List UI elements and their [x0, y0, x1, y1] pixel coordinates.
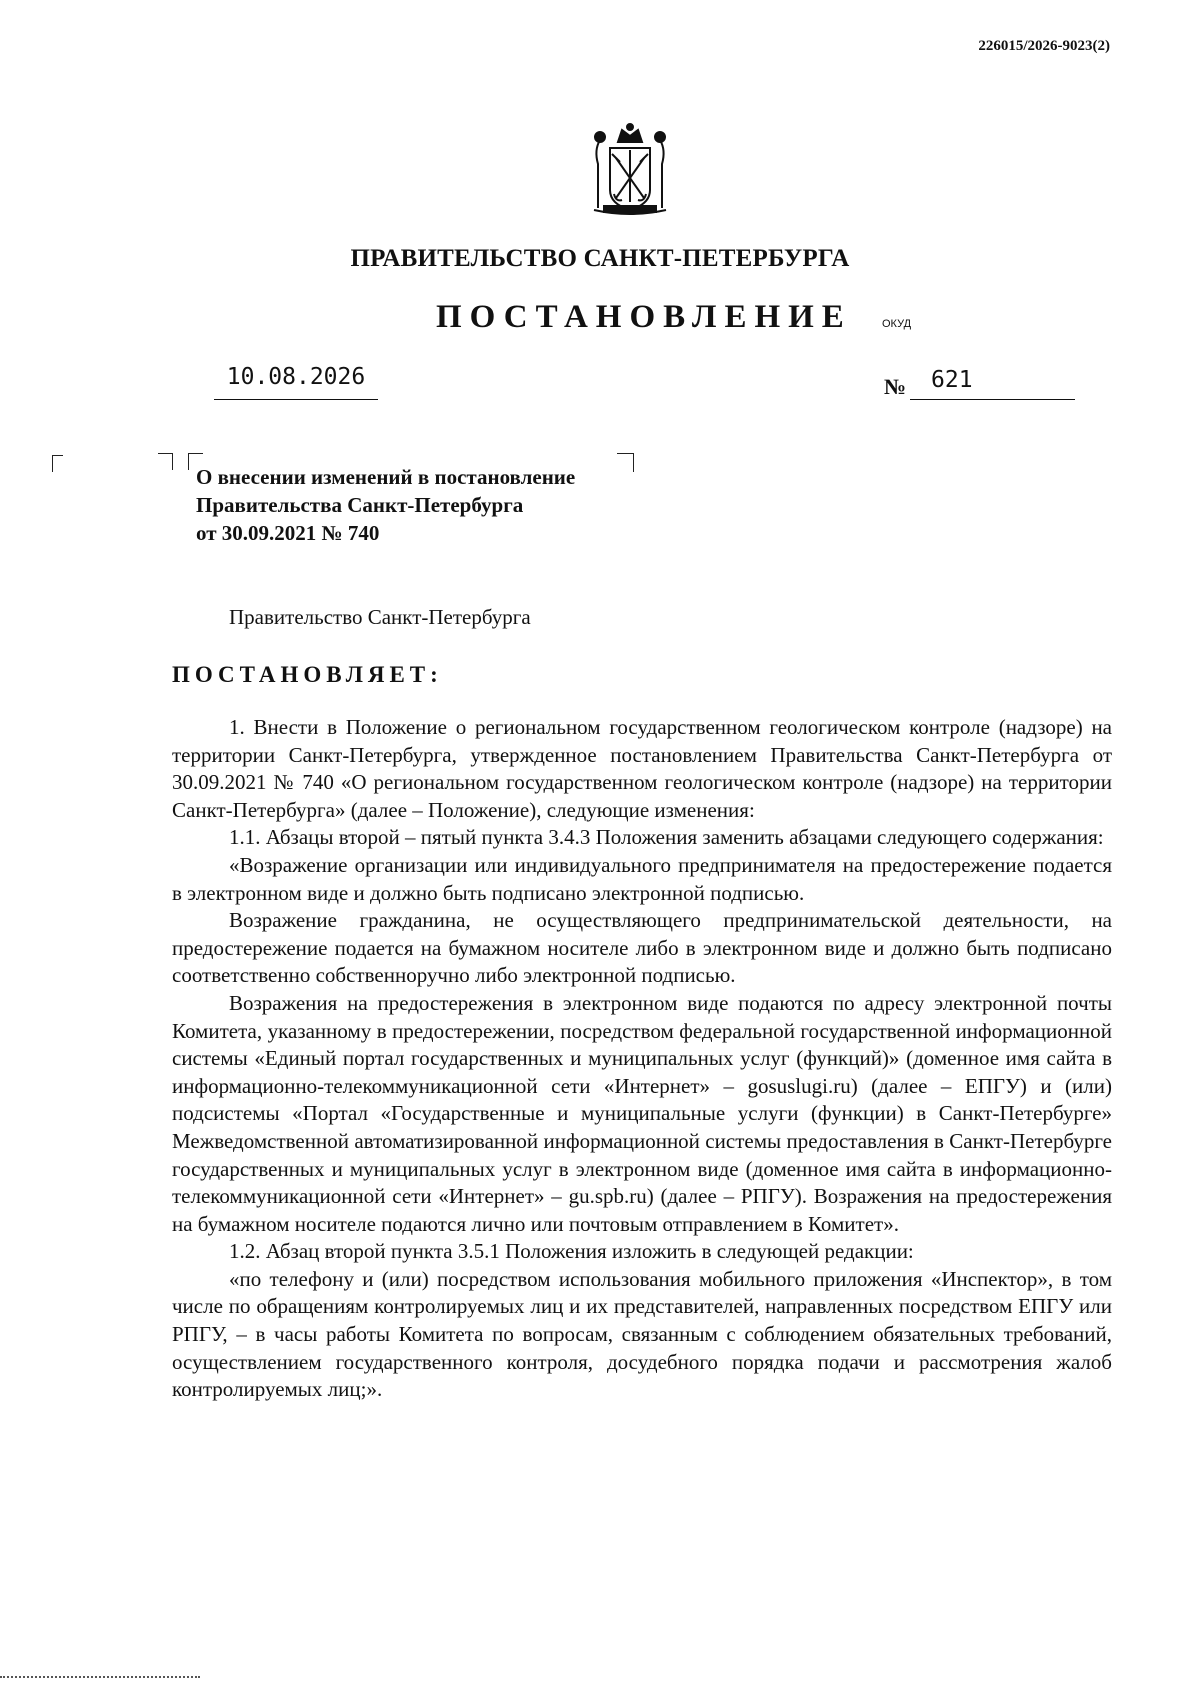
subject-line: от 30.09.2021 № 740: [196, 521, 380, 545]
document-body: [172, 714, 1112, 1404]
document-subject: [196, 463, 636, 547]
footer-scan-mark: [0, 1676, 200, 1678]
document-type: ПОСТАНОВЛЕНИЕ: [436, 299, 852, 335]
body-paragraph: Возражение гражданина, не осуществляющего предпринимательской деятельности, на предостережение подается на бумажном носителе либо в электронном виде и должно быть подписано соответственно собственноручно либо электронной подписью.: [172, 908, 1112, 988]
document-number: 621: [931, 367, 973, 393]
margin-corner-mark: [52, 455, 63, 472]
document-date: 10.08.2026: [226, 364, 366, 390]
body-paragraph: 1.1. Абзацы второй – пятый пункта 3.4.3 Положения заменить абзацами следующего содержания:: [229, 825, 1104, 850]
issuer-line: Правительство Санкт-Петербурга: [229, 605, 531, 629]
body-paragraph: «Возражение организации или индивидуального предпринимателя на предостережение подается в электронном виде и должно быть подписано электронной подписью.: [172, 852, 1112, 905]
body-paragraph: 1. Внести в Положение о региональном государственном геологическом контроле (надзоре) на территории Санкт-Петербурга, утвержденное постановлением Правительства Санкт-Петербурга от 30.09.2021 № 740 «О региональном государственном геологическом контроле (надзоре) на территории Санкт-Петербурга» (далее – Положение), следующие изменения:: [172, 715, 1112, 822]
subject-line: Правительства Санкт-Петербурга: [196, 493, 524, 517]
date-underline: [214, 399, 378, 400]
body-paragraph: «по телефону и (или) посредством использования мобильного приложения «Инспектор», в том числе по обращениям контролируемых лиц и их представителей, направленных посредством ЕПГУ или РПГУ, – в часы работы Комитета по вопросам, связанным с соблюдением обязательных требований, осуществлением государственного контроля, досудебного порядка подачи и рассмотрения жалоб контролируемых лиц;».: [172, 1266, 1112, 1402]
government-title: ПРАВИТЕЛЬСТВО САНКТ-ПЕТЕРБУРГА: [350, 245, 850, 272]
decrees-heading: ПОСТАНОВЛЯЕТ:: [172, 662, 443, 687]
body-paragraph: Возражения на предостережения в электронном виде подаются по адресу электронной почты Комитета, указанному в предостережении, посредством федеральной государственной информационной системы «Единый портал государственных и муниципальных услуг (функций)» (доменное имя сайта в информационно-телекоммуникационной сети «Интернет» – gosuslugi.ru) (далее – ЕПГУ) и (или) подсистемы «Портал «Государственные и муниципальные услуги (функции) в Санкт-Петербурге» Межведомственной автоматизированной информационной системы предоставления в Санкт-Петербурге государственных и муниципальных услуг в электронном виде (доменное имя сайта в информационно-телекоммуникационной сети «Интернет» – gu.spb.ru) (далее – РПГУ). Возражения на предостережения на бумажном носителе подаются лично или почтовым отправлением в Комитет».: [172, 990, 1112, 1236]
coat-of-arms-icon: [580, 120, 680, 220]
okud-label: ОКУД: [882, 318, 912, 330]
number-underline: [910, 399, 1075, 400]
subject-corner-mark-left: [158, 453, 173, 470]
body-paragraph: 1.2. Абзац второй пункта 3.5.1 Положения изложить в следующей редакции:: [229, 1239, 914, 1264]
registration-number: 226015/2026-9023(2): [978, 38, 1110, 54]
subject-line: О внесении изменений в постановление: [196, 465, 576, 489]
number-sign: №: [884, 374, 907, 399]
